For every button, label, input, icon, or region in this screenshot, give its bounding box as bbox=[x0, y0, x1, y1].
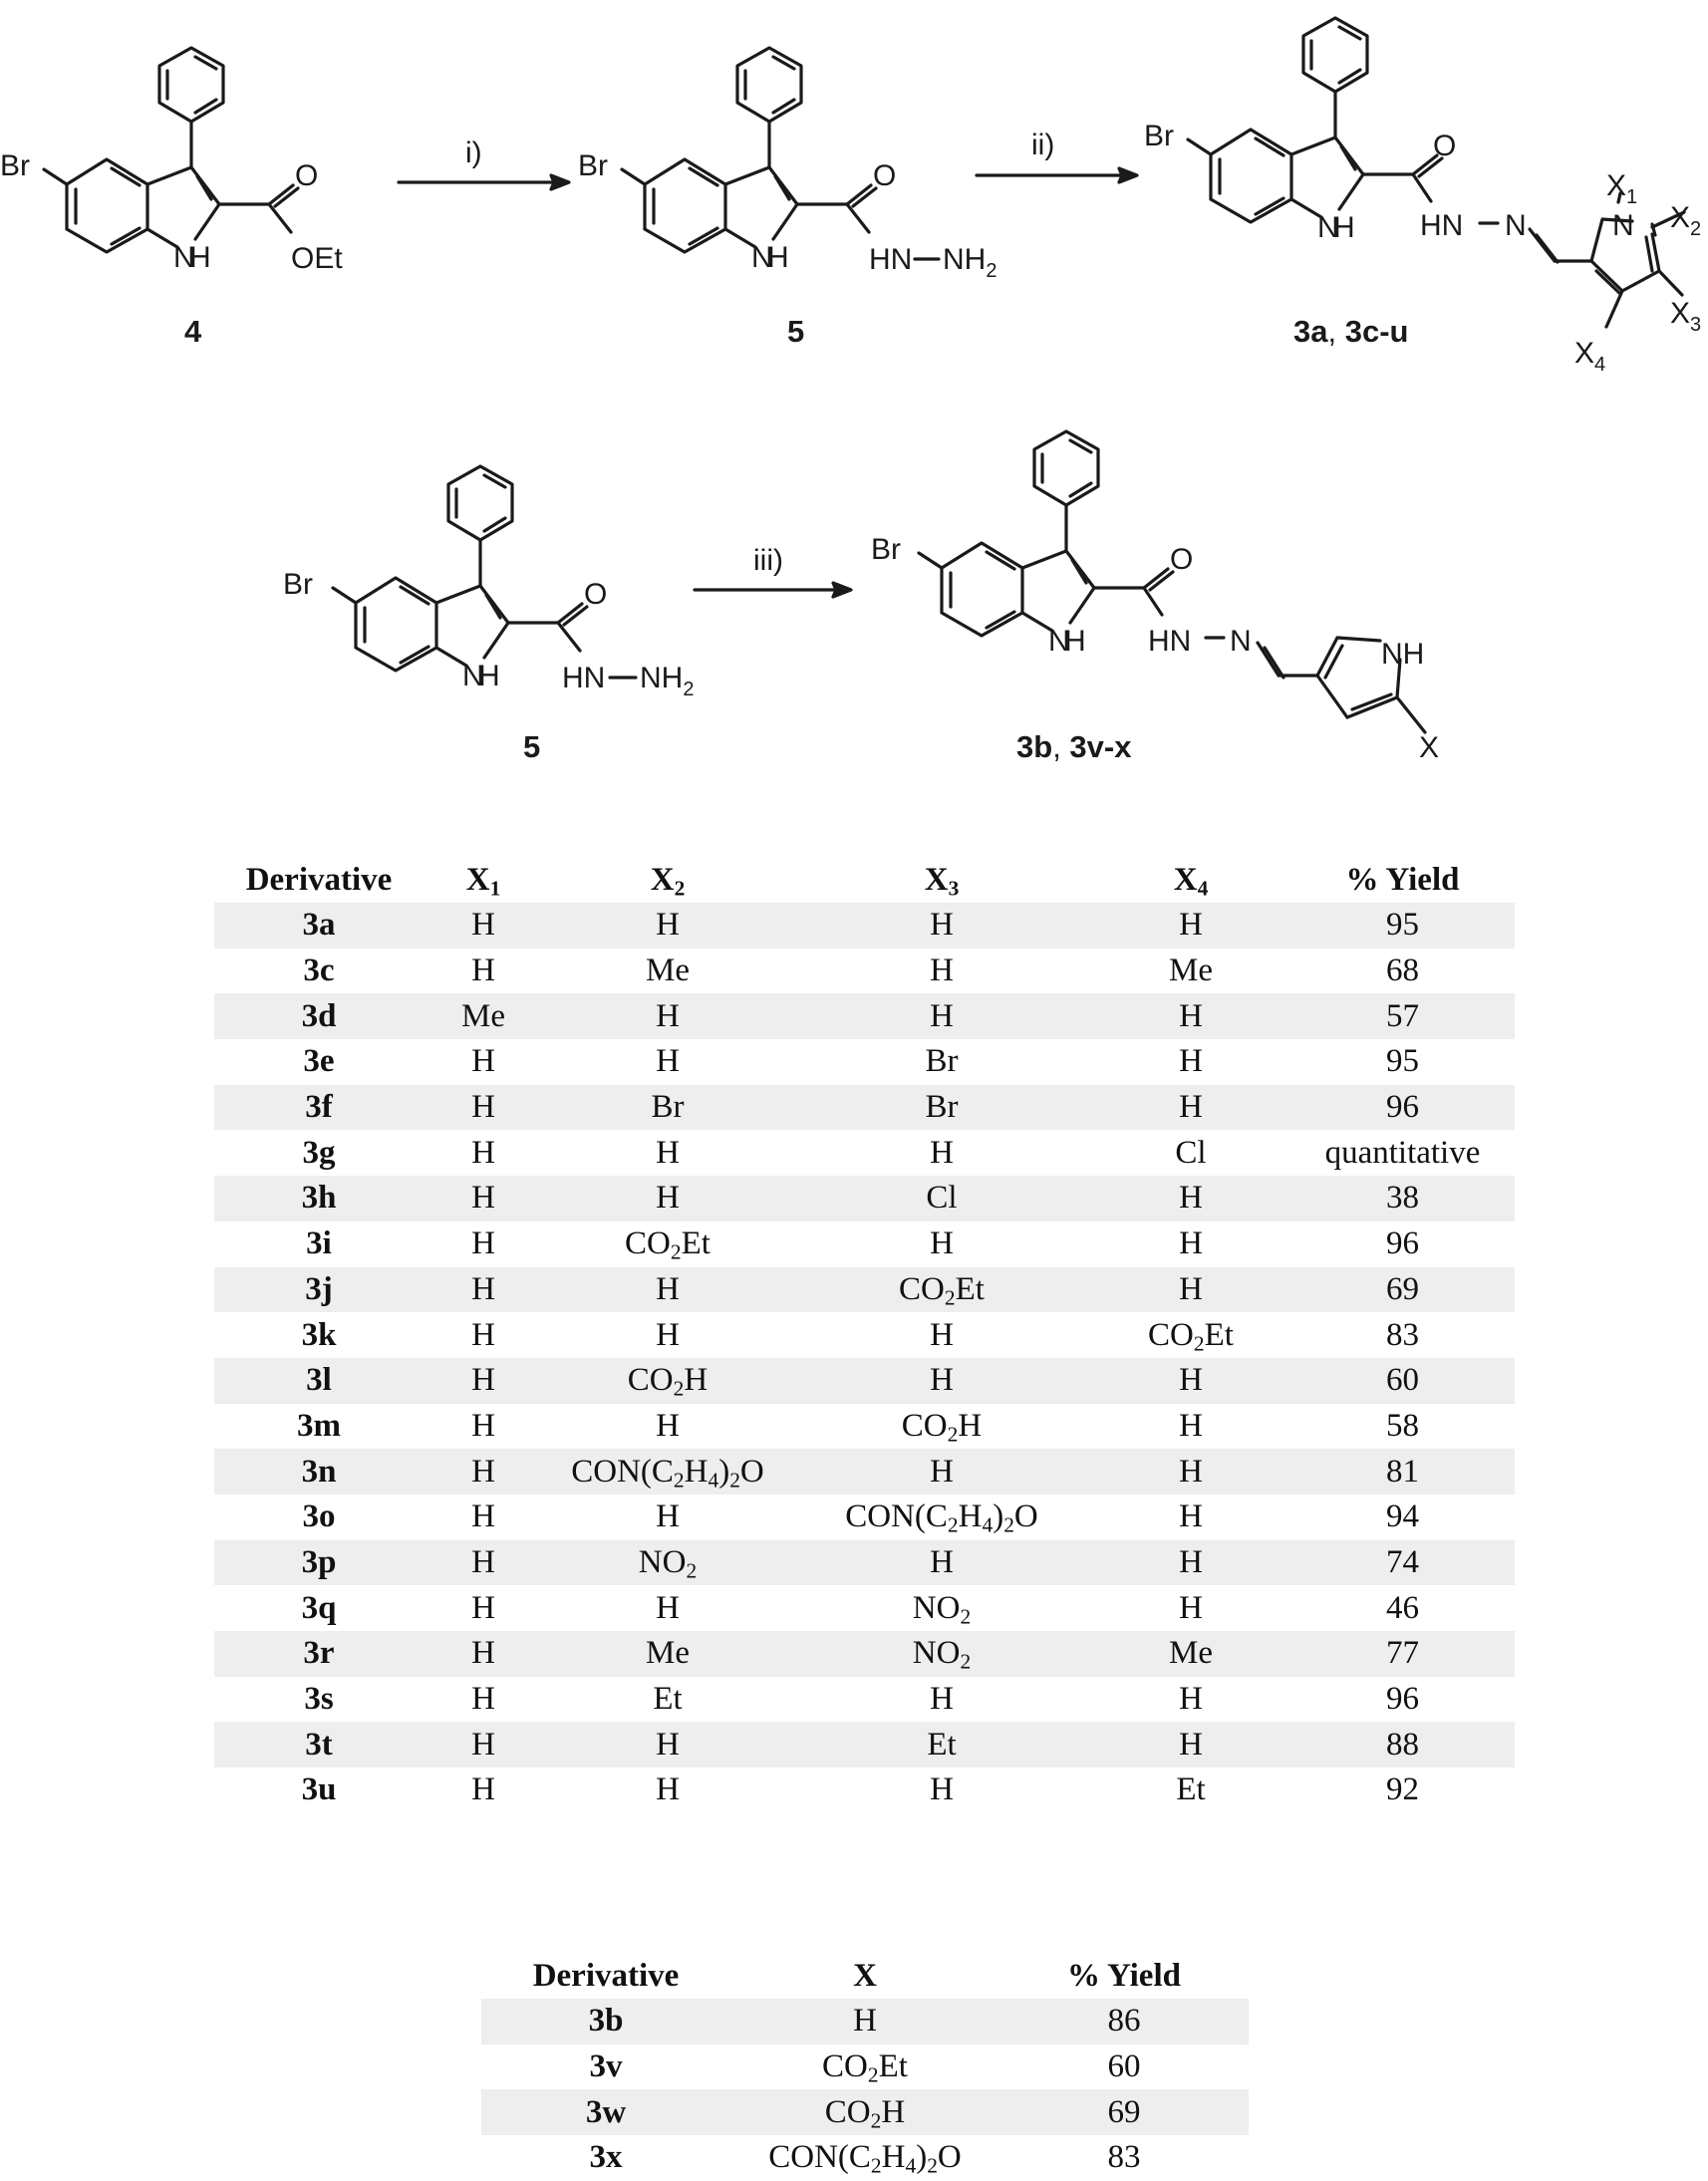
pyrrole-nh-label: NH bbox=[1381, 638, 1425, 671]
value-cell: 74 bbox=[1290, 1540, 1515, 1586]
table-row bbox=[214, 1039, 1515, 1085]
value-cell: H bbox=[792, 1358, 1091, 1404]
value-cell: 58 bbox=[1386, 1407, 1419, 1444]
value-cell: H bbox=[1091, 1176, 1290, 1222]
yield-table-pyrrole-3 bbox=[481, 1953, 1249, 2181]
value-cell: H bbox=[1179, 1681, 1203, 1718]
value-cell: H bbox=[1179, 1226, 1203, 1262]
value-cell: H bbox=[1091, 1267, 1290, 1313]
value-cell: H bbox=[471, 1134, 495, 1171]
derivative-cell: 3t bbox=[214, 1722, 424, 1768]
header-x1: $X_1$ bbox=[465, 861, 501, 900]
value-cell: H bbox=[424, 1358, 543, 1404]
compound-4-structure bbox=[44, 48, 298, 252]
value-cell: H bbox=[424, 1449, 543, 1495]
value-cell: H bbox=[543, 1722, 792, 1768]
value-cell: $NO_2$ bbox=[543, 1540, 792, 1586]
value-cell: 96 bbox=[1386, 1226, 1419, 1262]
x2-label: $X_2$ bbox=[1670, 201, 1702, 240]
value-cell: 83 bbox=[1386, 1316, 1419, 1353]
value-cell: H bbox=[471, 1772, 495, 1808]
indole-h-label: H bbox=[767, 241, 789, 274]
value-cell: H bbox=[424, 1631, 543, 1677]
value-cell: 96 bbox=[1386, 1681, 1419, 1718]
indole-n-label: N bbox=[173, 241, 195, 274]
x-label: X bbox=[1419, 731, 1440, 764]
derivative-cell: 3s bbox=[304, 1681, 334, 1718]
value-cell: H bbox=[1091, 1449, 1290, 1495]
value-cell: $CON(C_2H_4)_2O$ bbox=[768, 2139, 962, 2178]
value-cell: $CO_2Et$ bbox=[792, 1267, 1091, 1313]
value-cell: Br bbox=[925, 1043, 959, 1080]
value-cell: H bbox=[1091, 1722, 1290, 1768]
table-row bbox=[214, 993, 1515, 1039]
value-cell: H bbox=[656, 1589, 680, 1626]
arrow-head-i bbox=[551, 175, 569, 189]
indole-n-label: N bbox=[462, 660, 484, 692]
value-cell: H bbox=[930, 1316, 954, 1353]
hydrazone-hn-label: HN bbox=[1420, 209, 1464, 242]
table-row bbox=[214, 1540, 1515, 1586]
value-cell: H bbox=[543, 1267, 792, 1313]
value-cell: 95 bbox=[1386, 1043, 1419, 1080]
compound-4-label: 4 bbox=[184, 314, 202, 349]
x1-label: $X_1$ bbox=[1606, 169, 1638, 208]
header-yield: % Yield bbox=[1345, 861, 1460, 898]
value-cell: 46 bbox=[1386, 1589, 1419, 1626]
derivative-cell: 3e bbox=[303, 1043, 335, 1080]
derivative-cell: 3c bbox=[303, 953, 335, 989]
value-cell: H bbox=[424, 1540, 543, 1586]
value-cell: H bbox=[730, 1999, 999, 2045]
value-cell: 83 bbox=[1107, 2139, 1141, 2176]
reagent-iii-label: iii) bbox=[753, 544, 783, 577]
value-cell: quantitative bbox=[1324, 1134, 1481, 1171]
table-row bbox=[214, 1722, 1515, 1768]
indole-n-label: N bbox=[1317, 211, 1339, 244]
value-cell: $CON(C_2H_4)_2O$ bbox=[845, 1499, 1038, 1537]
derivative-cell: 3h bbox=[214, 1176, 424, 1222]
derivative-cell: 3l bbox=[214, 1358, 424, 1404]
hydrazide-hn-label: HN bbox=[562, 662, 606, 694]
value-cell: H bbox=[656, 1499, 680, 1535]
derivative-cell: 3f bbox=[214, 1085, 424, 1131]
value-cell: H bbox=[471, 1226, 495, 1262]
header-x3: $X_3$ bbox=[924, 861, 960, 900]
table-row bbox=[481, 2135, 1249, 2181]
derivative-cell: 3i bbox=[306, 1226, 332, 1262]
value-cell: Et bbox=[653, 1681, 683, 1718]
header-x: X bbox=[853, 1957, 877, 1994]
table-row bbox=[214, 1130, 1515, 1176]
value-cell: H bbox=[930, 1134, 954, 1171]
carbonyl-o-label: O bbox=[1170, 543, 1194, 576]
value-cell: H bbox=[424, 1722, 543, 1768]
table-row bbox=[481, 2089, 1249, 2135]
value-cell: Me bbox=[1091, 1631, 1290, 1677]
value-cell: H bbox=[543, 1176, 792, 1222]
value-cell: Me bbox=[1169, 953, 1213, 989]
table-header-row bbox=[214, 857, 1515, 903]
derivative-cell: 3o bbox=[302, 1499, 336, 1535]
value-cell: 60 bbox=[1290, 1358, 1515, 1404]
value-cell: H bbox=[471, 1407, 495, 1444]
value-cell: H bbox=[656, 1134, 680, 1171]
derivative-cell: 3d bbox=[214, 993, 424, 1039]
table-row bbox=[214, 1677, 1515, 1723]
derivative-cell: 3a bbox=[214, 903, 424, 949]
value-cell: Me bbox=[543, 1631, 792, 1677]
table-row bbox=[214, 1176, 1515, 1222]
value-cell: Cl bbox=[792, 1176, 1091, 1222]
value-cell: H bbox=[1179, 1407, 1203, 1444]
x3-label: $X_3$ bbox=[1670, 297, 1702, 336]
value-cell: Br bbox=[792, 1085, 1091, 1131]
table-row bbox=[214, 1085, 1515, 1131]
reaction-scheme bbox=[0, 0, 1708, 827]
value-cell: H bbox=[543, 993, 792, 1039]
value-cell: $CON(C_2H_4)_2O$ bbox=[543, 1449, 792, 1495]
value-cell: Et bbox=[792, 1722, 1091, 1768]
table-row bbox=[214, 1631, 1515, 1677]
derivative-cell: 3j bbox=[214, 1267, 424, 1313]
value-cell: 96 bbox=[1290, 1085, 1515, 1131]
value-cell: H bbox=[656, 1043, 680, 1080]
value-cell: Cl bbox=[1175, 1134, 1207, 1171]
value-cell: 77 bbox=[1290, 1631, 1515, 1677]
value-cell: H bbox=[471, 953, 495, 989]
indole-n-label: N bbox=[1048, 625, 1070, 658]
derivative-cell: 3k bbox=[301, 1316, 337, 1353]
derivative-cell: 3b bbox=[481, 1999, 730, 2045]
bromo-label: Br bbox=[283, 568, 313, 601]
value-cell: 60 bbox=[1107, 2048, 1141, 2085]
table-header-row bbox=[481, 1953, 1249, 1999]
value-cell: Me bbox=[646, 953, 690, 989]
derivative-cell: 3m bbox=[297, 1407, 341, 1444]
value-cell: H bbox=[543, 903, 792, 949]
value-cell: H bbox=[424, 903, 543, 949]
value-cell: H bbox=[656, 1772, 680, 1808]
value-cell: H bbox=[792, 1540, 1091, 1586]
value-cell: 69 bbox=[999, 2089, 1249, 2135]
compound-3b-label: 3b, 3v-x bbox=[1016, 729, 1132, 764]
value-cell: H bbox=[930, 1772, 954, 1808]
value-cell: 95 bbox=[1290, 903, 1515, 949]
arrow-head-iii bbox=[833, 583, 851, 597]
table-row bbox=[481, 2045, 1249, 2090]
table-row bbox=[214, 1267, 1515, 1313]
value-cell: $NO_2$ bbox=[792, 1631, 1091, 1677]
header-yield: % Yield bbox=[1067, 1957, 1181, 1994]
value-cell: $CO_2Et$ bbox=[1148, 1316, 1234, 1355]
header-derivative: Derivative bbox=[245, 861, 393, 898]
value-cell: Me bbox=[424, 993, 543, 1039]
value-cell: H bbox=[424, 1176, 543, 1222]
x4-label: $X_4$ bbox=[1574, 337, 1606, 376]
value-cell: H bbox=[1179, 1043, 1203, 1080]
value-cell: H bbox=[656, 1407, 680, 1444]
table-row bbox=[214, 1449, 1515, 1495]
indole-h-label: H bbox=[189, 241, 211, 274]
hydrazone-hn-label: HN bbox=[1148, 625, 1192, 658]
bromo-label: Br bbox=[871, 533, 901, 566]
value-cell: Br bbox=[543, 1085, 792, 1131]
value-cell: H bbox=[424, 1085, 543, 1131]
value-cell: H bbox=[1091, 993, 1290, 1039]
value-cell: H bbox=[792, 903, 1091, 949]
bromo-label: Br bbox=[0, 149, 30, 182]
derivative-cell: 3u bbox=[301, 1772, 337, 1808]
hydrazide-hn-label: HN bbox=[869, 243, 913, 276]
table-row bbox=[214, 1312, 1515, 1358]
value-cell: H bbox=[656, 1316, 680, 1353]
table-row bbox=[214, 903, 1515, 949]
bromo-label: Br bbox=[578, 149, 608, 182]
table-row bbox=[214, 1768, 1515, 1813]
table-row bbox=[214, 1404, 1515, 1450]
value-cell: $CO_2Et$ bbox=[822, 2048, 908, 2087]
value-cell: 88 bbox=[1290, 1722, 1515, 1768]
compound-3b-structure bbox=[919, 431, 1425, 732]
value-cell: H bbox=[792, 993, 1091, 1039]
indole-h-label: H bbox=[1333, 211, 1355, 244]
value-cell: H bbox=[930, 953, 954, 989]
value-cell: $CO_2Et$ bbox=[625, 1226, 711, 1264]
value-cell: H bbox=[1091, 1540, 1290, 1586]
value-cell: H bbox=[930, 1226, 954, 1262]
value-cell: 57 bbox=[1290, 993, 1515, 1039]
value-cell: H bbox=[1091, 903, 1290, 949]
indole-h-label: H bbox=[478, 660, 500, 692]
table-row bbox=[214, 1495, 1515, 1540]
derivative-cell: 3q bbox=[301, 1589, 337, 1626]
value-cell: H bbox=[1091, 1085, 1290, 1131]
value-cell: 68 bbox=[1386, 953, 1419, 989]
value-cell: H bbox=[471, 1589, 495, 1626]
derivative-cell: 3p bbox=[214, 1540, 424, 1586]
compound-5b-label: 5 bbox=[523, 729, 541, 764]
derivative-cell: 3w bbox=[481, 2089, 730, 2135]
carbonyl-o-label: O bbox=[584, 578, 608, 611]
compound-5-structure bbox=[622, 48, 939, 259]
reagent-i-label: i) bbox=[465, 136, 482, 169]
value-cell: 81 bbox=[1290, 1449, 1515, 1495]
arrow-head-ii bbox=[1119, 168, 1137, 182]
hydrazone-n-label: N bbox=[1505, 209, 1527, 242]
value-cell: 69 bbox=[1290, 1267, 1515, 1313]
hydrazide-nh2-label: $NH_2$ bbox=[640, 662, 695, 700]
value-cell: H bbox=[424, 1267, 543, 1313]
header-derivative: Derivative bbox=[532, 1957, 680, 1994]
table-row bbox=[481, 1999, 1249, 2045]
compound-5-label: 5 bbox=[787, 314, 805, 349]
indole-h-label: H bbox=[1064, 625, 1086, 658]
compound-5b-structure bbox=[333, 466, 636, 678]
value-cell: $CO_2H$ bbox=[543, 1358, 792, 1404]
bromo-label: Br bbox=[1144, 120, 1174, 152]
indole-n-label: N bbox=[751, 241, 773, 274]
ethoxy-label: OEt bbox=[291, 242, 343, 275]
value-cell: H bbox=[1179, 1499, 1203, 1535]
derivative-cell: 3n bbox=[214, 1449, 424, 1495]
value-cell: H bbox=[930, 1681, 954, 1718]
reagent-ii-label: ii) bbox=[1031, 129, 1055, 161]
value-cell: 86 bbox=[999, 1999, 1249, 2045]
value-cell: H bbox=[471, 1499, 495, 1535]
value-cell: $CO_2H$ bbox=[730, 2089, 999, 2135]
pyrrole-n-label: N bbox=[1612, 209, 1634, 242]
value-cell: H bbox=[471, 1043, 495, 1080]
derivative-cell: 3g bbox=[302, 1134, 336, 1171]
table-row bbox=[214, 1222, 1515, 1267]
hydrazone-n-label: N bbox=[1230, 625, 1252, 658]
value-cell: 92 bbox=[1386, 1772, 1419, 1808]
yield-table-pyrrole-2 bbox=[214, 857, 1515, 1813]
derivative-cell: 3v bbox=[589, 2048, 623, 2085]
value-cell: 94 bbox=[1386, 1499, 1419, 1535]
table-row bbox=[214, 1585, 1515, 1631]
value-cell: $NO_2$ bbox=[912, 1589, 972, 1629]
carbonyl-o-label: O bbox=[873, 159, 897, 192]
value-cell: H bbox=[792, 1449, 1091, 1495]
value-cell: $CO_2H$ bbox=[901, 1407, 983, 1447]
header-x4: $X_4$ bbox=[1173, 861, 1209, 900]
carbonyl-o-label: O bbox=[295, 159, 319, 192]
compound-3a-label: 3a, 3c-u bbox=[1293, 314, 1409, 349]
hydrazide-nh2-label: $NH_2$ bbox=[943, 243, 997, 282]
value-cell: H bbox=[471, 1316, 495, 1353]
header-x2: $X_2$ bbox=[650, 861, 686, 900]
table-row bbox=[214, 949, 1515, 994]
value-cell: H bbox=[1091, 1358, 1290, 1404]
value-cell: H bbox=[1179, 1589, 1203, 1626]
table-row bbox=[214, 1358, 1515, 1404]
value-cell: Et bbox=[1176, 1772, 1206, 1808]
value-cell: H bbox=[471, 1681, 495, 1718]
derivative-cell: 3x bbox=[589, 2139, 623, 2176]
carbonyl-o-label: O bbox=[1433, 130, 1457, 162]
value-cell: 38 bbox=[1290, 1176, 1515, 1222]
derivative-cell: 3r bbox=[214, 1631, 424, 1677]
